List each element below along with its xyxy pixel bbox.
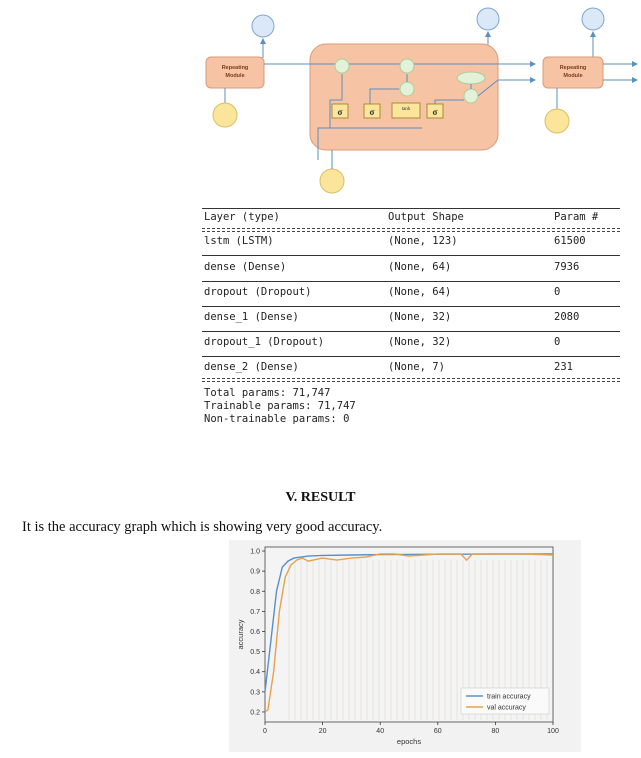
table-row [202,311,620,331]
y-tick-label: 0.8 [250,588,260,596]
right-module-label-1: Repeating [559,65,587,71]
input-node-right [545,109,569,133]
x-axis-label: epochs [396,737,422,746]
table-row [202,235,620,255]
accuracy-chart [229,540,581,752]
y-tick-label: 0.7 [250,608,260,616]
output-node-right [582,8,604,30]
output-shape: (None, 32) [388,311,452,323]
table-row [202,261,620,281]
non-trainable-params: Non-trainable params: 0 [204,413,350,425]
header-layer: Layer (type) [204,211,280,223]
output-shape: (None, 32) [388,336,452,348]
accuracy-chart-svg [229,540,581,752]
output-shape: (None, 64) [388,286,452,298]
input-multiply-node [400,82,414,96]
table-row [202,286,620,306]
input-node-center [320,169,344,193]
tanh-node [457,72,485,84]
header-output-shape: Output Shape [388,211,464,223]
layer-name: dense_1 (Dense) [204,311,299,323]
y-tick-label: 0.3 [250,689,260,697]
x-tick-label: 80 [491,728,500,735]
left-module-label-2: Module [225,73,245,79]
x-tick-label: 20 [318,728,327,735]
header-param: Param # [554,211,599,223]
param-count: 2080 [554,311,580,323]
y-tick-label: 1.0 [250,548,260,556]
table-row [202,336,620,356]
y-tick-label: 0.6 [250,628,260,636]
caption-text: It is the accuracy graph which is showing very good accuracy. [22,519,383,535]
output-shape: (None, 7) [388,361,445,373]
y-axis-label: accuracy [236,619,245,650]
layer-name: dense (Dense) [204,261,287,273]
layer-name: dense_2 (Dense) [204,361,299,373]
param-count: 0 [554,336,561,348]
forget-multiply-node [335,59,349,73]
add-node [400,59,414,73]
y-tick-label: 0.9 [250,568,260,576]
gate-tanh-label: tanh [401,107,411,112]
output-multiply-node [464,89,478,103]
legend-label: train accuracy [487,693,531,701]
gate-forget-label: σ [337,107,343,117]
output-shape: (None, 64) [388,261,452,273]
output-shape: (None, 123) [388,235,458,247]
y-tick-label: 0.4 [250,669,260,677]
total-params: Total params: 71,747 [204,387,331,399]
right-module-label-2: Module [563,73,583,79]
y-tick-label: 0.5 [250,649,260,657]
layer-name: dropout (Dropout) [204,286,312,298]
x-tick-label: 60 [433,728,442,735]
section-heading: V. RESULT [285,490,356,505]
input-node-left [213,103,237,127]
y-tick-label: 0.2 [250,709,260,717]
legend-label: val accuracy [487,704,526,712]
layer-name: lstm (LSTM) [204,235,274,247]
output-node-center [477,8,499,30]
param-count: 0 [554,286,561,298]
trainable-params: Trainable params: 71,747 [204,400,356,412]
param-count: 7936 [554,261,580,273]
left-module-label-1: Repeating [221,65,249,71]
lstm-diagram [190,0,641,200]
param-count: 61500 [554,235,586,247]
output-node-left [252,15,274,37]
param-count: 231 [554,361,573,373]
layer-name: dropout_1 (Dropout) [204,336,325,348]
x-tick-label: 0 [263,728,267,735]
x-tick-label: 40 [376,728,385,735]
lstm-diagram-svg [190,0,641,200]
gate-input-label: σ [369,107,375,117]
x-tick-label: 100 [547,728,559,735]
gate-output-label: σ [432,107,438,117]
